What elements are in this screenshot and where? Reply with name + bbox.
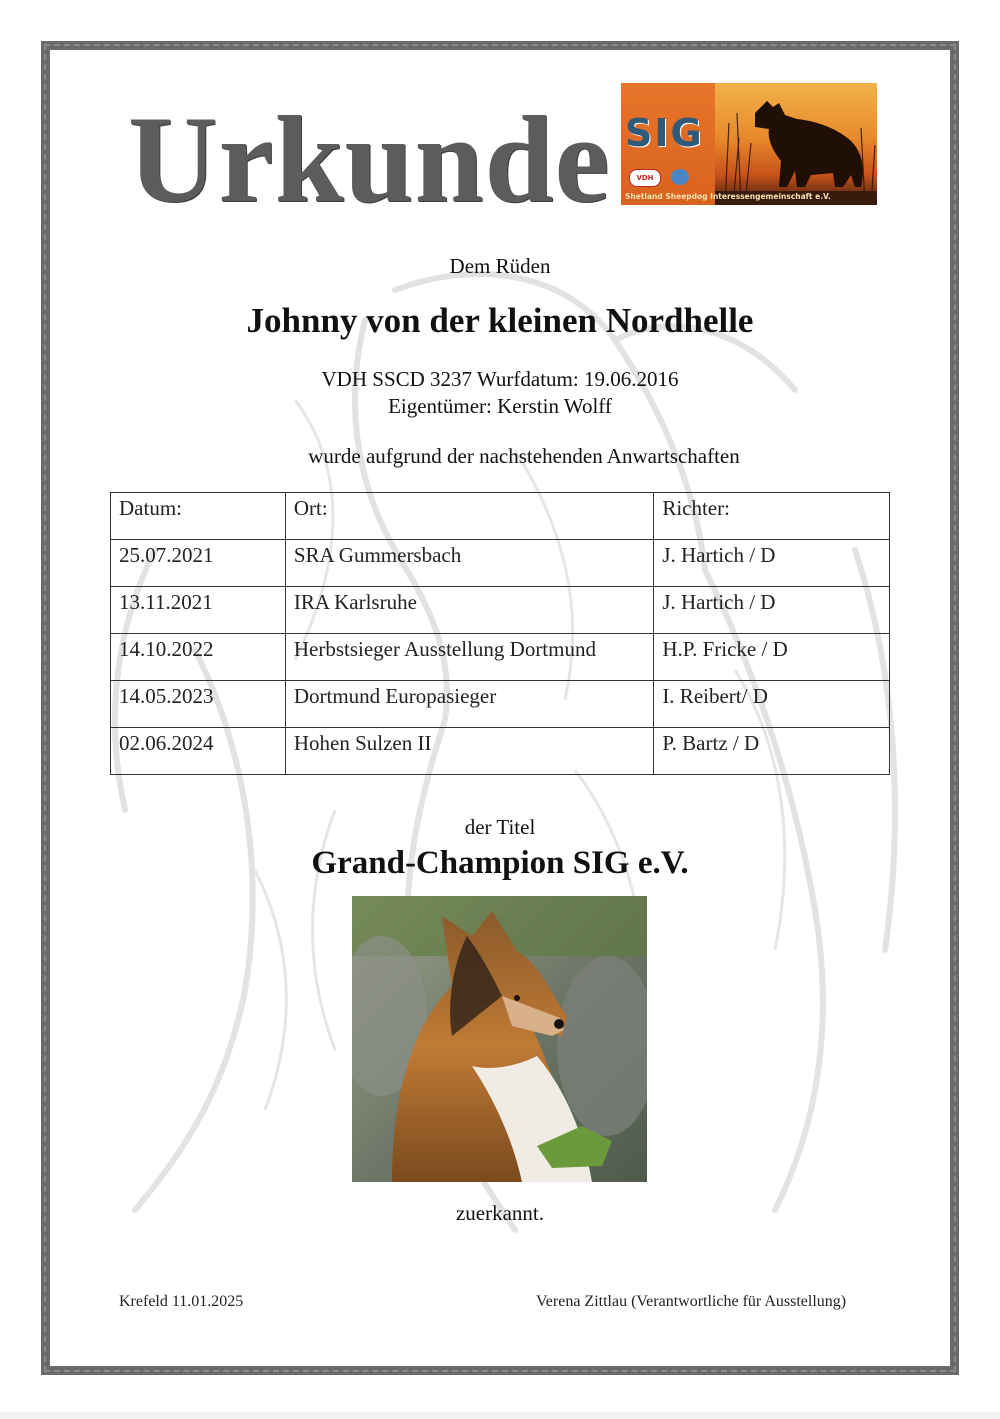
sheltie-portrait-icon xyxy=(352,896,647,1182)
table-row xyxy=(111,540,890,587)
logo-caption: Shetland Sheepdog Interessengemeinschaft e.V. xyxy=(625,192,831,201)
header-judge: Richter: xyxy=(654,493,890,540)
title-intro: der Titel xyxy=(464,815,536,839)
cell-judge: H.P. Fricke / D xyxy=(654,634,890,681)
logo-sig-text: SIG xyxy=(625,111,704,155)
certificate-title: Urkunde xyxy=(128,91,611,228)
qualifications-table xyxy=(110,492,890,775)
fci-badge-icon xyxy=(671,169,689,185)
cell-date: 14.05.2023 xyxy=(111,681,286,728)
cell-date: 25.07.2021 xyxy=(111,540,286,587)
signatory: Verena Zittlau (Verantwortliche für Ausstellung) xyxy=(536,1293,847,1310)
table-row xyxy=(111,587,890,634)
cell-date: 13.11.2021 xyxy=(111,587,286,634)
header-date: Datum: xyxy=(111,493,286,540)
registration-line: VDH SSCD 3237 Wurfdatum: 19.06.2016 xyxy=(321,367,679,391)
dog-name: Johnny von der kleinen Nordhelle xyxy=(246,301,754,340)
lead-in-text: wurde aufgrund der nachstehenden Anwartschaften xyxy=(308,444,740,468)
cell-date: 14.10.2022 xyxy=(111,634,286,681)
closing-text: zuerkannt. xyxy=(455,1201,545,1225)
dog-silhouette-icon xyxy=(715,83,877,205)
header-place: Ort: xyxy=(285,493,653,540)
cell-date: 02.06.2024 xyxy=(111,728,286,775)
cell-judge: J. Hartich / D xyxy=(654,540,890,587)
cell-place: Dortmund Europasieger xyxy=(285,681,653,728)
table-row xyxy=(111,728,890,775)
cell-judge: J. Hartich / D xyxy=(654,587,890,634)
cell-place: Hohen Sulzen II xyxy=(285,728,653,775)
cell-judge: P. Bartz / D xyxy=(654,728,890,775)
table-row xyxy=(111,634,890,681)
dog-photo xyxy=(352,896,647,1182)
cell-place: IRA Karlsruhe xyxy=(285,587,653,634)
owner-line: Eigentümer: Kerstin Wolff xyxy=(388,394,612,418)
table-row xyxy=(111,681,890,728)
cell-judge: I. Reibert/ D xyxy=(654,681,890,728)
vdh-badge-icon: VDH xyxy=(629,169,661,187)
cell-place: Herbstsieger Ausstellung Dortmund xyxy=(285,634,653,681)
sig-logo xyxy=(621,83,877,205)
cell-place: SRA Gummersbach xyxy=(285,540,653,587)
intro-text: Dem Rüden xyxy=(449,254,551,278)
place-date: Krefeld 11.01.2025 xyxy=(119,1293,244,1310)
table-header-row xyxy=(111,493,890,540)
award-title: Grand-Champion SIG e.V. xyxy=(311,845,689,881)
